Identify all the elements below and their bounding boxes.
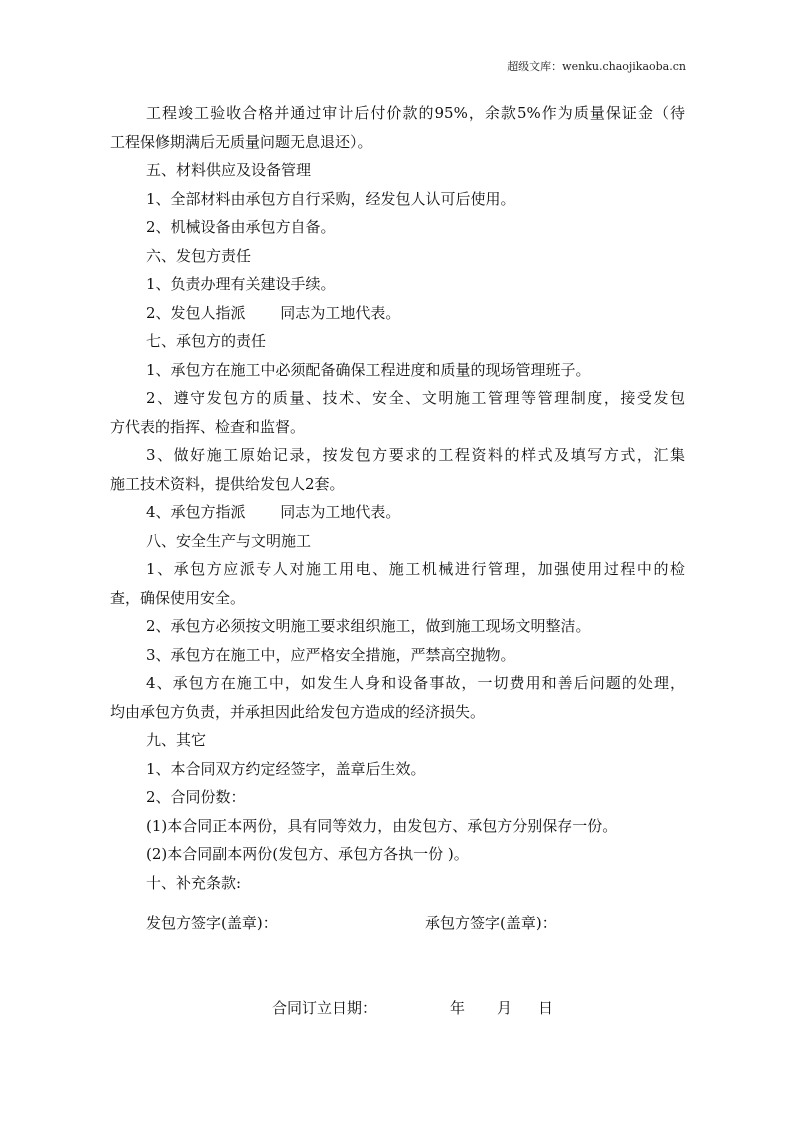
text-line: 七、承包方的责任: [146, 332, 267, 350]
text-line: 2、合同份数：: [146, 788, 246, 806]
text-line: 九、其它: [146, 731, 207, 749]
text-line: 工程竣工验收合格并通过审计后付价款的95%，余款5%作为质量保证金（待: [146, 104, 685, 122]
party-a-signature: 发包方签字(盖章)：: [146, 914, 278, 932]
date-month: 月: [497, 999, 513, 1017]
text-line: 1、本合同双方约定经签字，盖章后生效。: [146, 759, 426, 778]
date-year: 年: [450, 999, 466, 1017]
text-line: 2、机械设备由承包方自备。: [146, 218, 336, 236]
text-line: 4、承包方指派 同志为工地代表。: [146, 503, 401, 521]
contract-date-label: 合同订立日期：: [272, 999, 378, 1017]
text-line: 六、发包方责任: [146, 246, 252, 265]
text-line: (2)本合同副本两份(发包方、承包方各执一份 )。: [146, 845, 469, 863]
text-line: 1、承包方在施工中必须配备确保工程进度和质量的现场管理班子。: [146, 360, 591, 379]
text-line: 八、安全生产与文明施工: [146, 531, 312, 550]
text-line: 方代表的指挥、检查和监督。: [110, 417, 306, 436]
text-line: 2、发包人指派 同志为工地代表。: [146, 303, 401, 322]
text-line: 施工技术资料，提供给发包人2套。: [110, 474, 345, 493]
text-line: 1、负责办理有关建设手续。: [146, 275, 336, 293]
text-line: 3、做好施工原始记录，按发包方要求的工程资料的样式及填写方式，汇集: [146, 446, 685, 464]
text-line: 五、材料供应及设备管理: [146, 161, 312, 179]
page-header-watermark: 超级文库：wenku.chaojikaoba.cn: [507, 60, 686, 73]
date-day: 日: [538, 999, 554, 1017]
text-line: 工程保修期满后无质量问题无息退还）。: [110, 132, 373, 151]
text-line: (1)本合同正本两份，具有同等效力，由发包方、承包方分别保存一份。: [146, 816, 618, 835]
text-line: 4、承包方在施工中，如发生人身和设备事故，一切费用和善后问题的处理，: [146, 674, 685, 692]
text-line: 2、承包方必须按文明施工要求组织施工，做到施工现场文明整洁。: [146, 617, 591, 635]
text-line: 十、补充条款:: [146, 873, 242, 892]
text-line: 3、承包方在施工中，应严格安全措施，严禁高空抛物。: [146, 645, 516, 664]
text-line: 均由承包方负责，并承担因此给发包方造成的经济损失。: [110, 702, 486, 721]
party-b-signature: 承包方签字(盖章)：: [425, 914, 557, 932]
text-line: 1、承包方应派专人对施工用电、施工机械进行管理，加强使用过程中的检: [146, 560, 685, 578]
text-line: 1、全部材料由承包方自行采购，经发包人认可后使用。: [146, 189, 516, 208]
contract-body: [110, 99, 685, 897]
text-line: 2、遵守发包方的质量、技术、安全、文明施工管理等管理制度，接受发包: [146, 389, 685, 407]
text-line: 查，确保使用安全。: [110, 588, 246, 607]
